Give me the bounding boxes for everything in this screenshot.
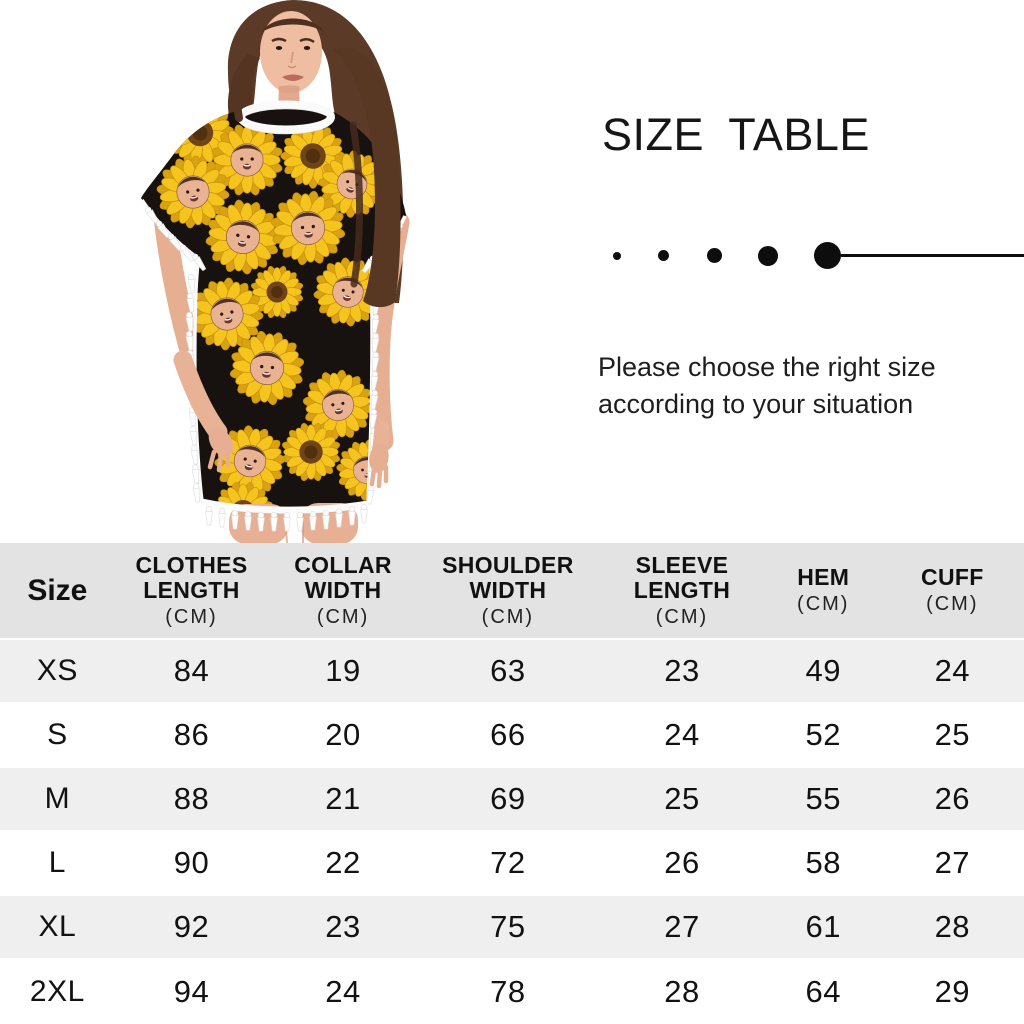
measurement-cell: 22 [325, 845, 361, 880]
tassel [361, 504, 368, 523]
sunflower [281, 422, 341, 482]
measurement-cell: 92 [173, 909, 210, 944]
size-table [0, 543, 1024, 1023]
tassel [232, 510, 239, 529]
tassel [258, 512, 265, 531]
column-header-sleeve-length: SLEEVE LENGTH (CM) [633, 551, 731, 628]
tassel [336, 508, 343, 527]
measurement-cell: 78 [490, 973, 526, 1009]
measurement-cell: 24 [325, 973, 361, 1009]
measurement-cell: 26 [664, 845, 700, 880]
measurement-cell: 90 [173, 845, 210, 880]
measurement-cell: 86 [173, 717, 210, 752]
measurement-cell: 58 [805, 845, 841, 880]
measurement-cell: 23 [664, 653, 700, 688]
measurement-cell: 23 [325, 909, 361, 944]
measurement-cell: 27 [664, 909, 700, 944]
size-name-cell: S [47, 718, 68, 751]
measurement-cell: 52 [805, 717, 841, 752]
column-header-size: Size [27, 573, 88, 607]
size-name-cell: M [44, 782, 71, 815]
measurement-cell: 24 [664, 717, 700, 752]
measurement-cell: 19 [325, 653, 361, 688]
column-header-hem: HEM (CM) [797, 564, 850, 615]
measurement-cell: 49 [805, 653, 841, 688]
size-row-2XL [0, 959, 1024, 1023]
size-hint-line1: Please choose the right size [598, 352, 936, 382]
tassel [323, 510, 330, 529]
measurement-cell: 26 [934, 781, 971, 816]
size-row-L [0, 831, 1024, 895]
dot [758, 246, 778, 266]
tassel [206, 506, 213, 525]
measurement-cell: 66 [490, 717, 526, 752]
size-row-S [0, 703, 1024, 767]
measurement-cell: 84 [173, 653, 210, 688]
size-table-header-row [0, 543, 1024, 639]
measurement-cell: 28 [664, 973, 700, 1009]
measurement-cell: 27 [934, 845, 971, 880]
measurement-cell: 29 [934, 973, 971, 1009]
measurement-cell: 25 [664, 781, 700, 816]
measurement-cell: 72 [490, 845, 526, 880]
measurement-cell: 63 [490, 653, 526, 688]
measurement-cell: 28 [934, 909, 971, 944]
measurement-cell: 21 [325, 781, 361, 816]
product-photo-illustration [0, 0, 560, 543]
measurement-cell: 20 [325, 717, 361, 752]
measurement-cell: 61 [805, 909, 841, 944]
dots-line [841, 254, 1024, 257]
size-row-XL [0, 895, 1024, 959]
column-header-collar-width: COLLAR WIDTH (CM) [294, 551, 392, 628]
column-header-shoulder-width: SHOULDER WIDTH (CM) [442, 551, 574, 628]
size-row-XS [0, 639, 1024, 703]
tassel [219, 508, 226, 527]
model-face [260, 11, 324, 93]
tassel [245, 511, 252, 530]
page-title: SIZE TABLE [602, 109, 870, 160]
column-header-clothes-length: CLOTHES LENGTH (CM) [135, 551, 248, 628]
measurement-cell: 25 [934, 717, 971, 752]
tassel [297, 512, 304, 531]
size-name-cell: XS [36, 654, 78, 687]
tassel [271, 512, 278, 531]
size-row-M [0, 767, 1024, 831]
size-name-cell: L [48, 846, 66, 879]
dot [707, 248, 722, 263]
tassel [349, 506, 356, 525]
dot [658, 250, 669, 261]
size-name-cell: 2XL [29, 974, 85, 1008]
dot [814, 242, 841, 269]
column-header-cuff: CUFF (CM) [921, 564, 984, 615]
measurement-cell: 64 [805, 973, 841, 1009]
measurement-cell: 94 [173, 973, 210, 1009]
measurement-cell: 24 [934, 653, 971, 688]
tassel [310, 511, 317, 530]
measurement-cell: 55 [805, 781, 841, 816]
measurement-cell: 69 [490, 781, 526, 816]
size-hint-text [598, 349, 936, 423]
measurement-cell: 88 [173, 781, 210, 816]
measurement-cell: 75 [490, 909, 526, 944]
dot [613, 252, 621, 260]
size-hint-line2: according to your situation [598, 389, 914, 419]
tassel [284, 512, 291, 531]
size-name-cell: XL [38, 910, 77, 943]
